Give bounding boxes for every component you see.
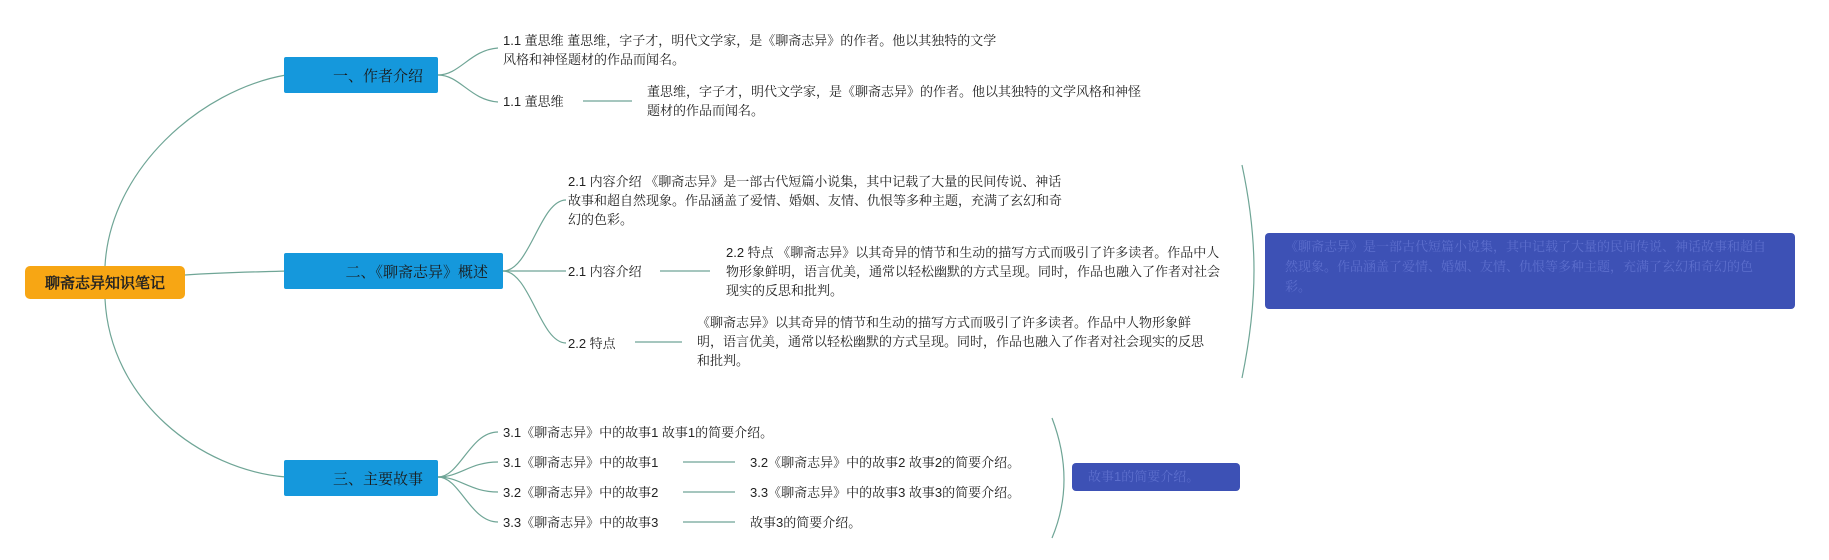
branch-overview[interactable]: [284, 253, 503, 289]
connector-b1-c1: [438, 48, 498, 75]
branch-label: 一、作者介绍: [332, 67, 423, 85]
leaf-detail-text: 2.2 特点 《聊斋志异》以其奇异的情节和生动的描写方式而吸引了许多读者。作品中人物形象鲜明，语言优美，通常以轻松幽默的方式呈现。同时，作品也融入了作者对社会现实的反思和批判。: [726, 245, 1221, 298]
leaf-1-1[interactable]: [503, 31, 1003, 69]
root-label: 聊斋志异知识笔记: [44, 275, 165, 292]
summary-text: 《聊斋志异》是一部古代短篇小说集，其中记载了大量的民间传说、神话故事和超自然现象。作品涵盖了爱情、婚姻、友情、仇恨等多种主题，充满了玄幻和奇幻的色彩。: [1285, 239, 1767, 294]
leaf-detail-text: 3.3《聊斋志异》中的故事3 故事3的简要介绍。: [750, 485, 1021, 500]
summary-bracket-2: [1242, 165, 1254, 378]
leaf-text: 2.1 内容介绍 《聊斋志异》是一部古代短篇小说集，其中记载了大量的民间传说、神话故事和超自然现象。作品涵盖了爱情、婚姻、友情、仇恨等多种主题，充满了玄幻和奇幻的色彩。: [568, 174, 1063, 227]
leaf-2-3[interactable]: [568, 334, 616, 353]
leaf-text: 1.1 董思维 董思维，字子才，明代文学家，是《聊斋志异》的作者。他以其独特的文学风格和神怪题材的作品而闻名。: [503, 33, 997, 67]
connector-b3-c4: [438, 477, 498, 522]
leaf-3-4-detail[interactable]: [750, 513, 861, 532]
summary-overview[interactable]: [1265, 233, 1795, 309]
branch-author-intro[interactable]: [284, 57, 438, 93]
leaf-text: 3.2《聊斋志异》中的故事2: [503, 485, 659, 500]
leaf-3-3[interactable]: [503, 483, 658, 502]
branch-label: 二、《聊斋志异》概述: [345, 263, 488, 281]
connector-root-branch2: [185, 271, 286, 275]
leaf-1-2-detail[interactable]: [647, 82, 1152, 120]
leaf-text: 1.1 董思维: [503, 94, 564, 109]
leaf-detail-text: 3.2《聊斋志异》中的故事2 故事2的简要介绍。: [750, 455, 1021, 470]
leaf-text: 3.1《聊斋志异》中的故事1 故事1的简要介绍。: [503, 425, 774, 440]
leaf-text: 3.3《聊斋志异》中的故事3: [503, 515, 659, 530]
leaf-detail-text: 故事3的简要介绍。: [750, 515, 862, 530]
leaf-2-3-detail[interactable]: [697, 313, 1207, 370]
leaf-2-2-detail[interactable]: [726, 243, 1226, 300]
connector-b2-c1: [503, 200, 566, 271]
connector-b1-c2: [438, 75, 498, 102]
connector-root-branch1: [105, 75, 286, 266]
leaf-3-2[interactable]: [503, 453, 658, 472]
summary-main-stories[interactable]: [1072, 463, 1240, 491]
leaf-text: 2.2 特点: [568, 336, 616, 351]
root-node[interactable]: [25, 266, 185, 299]
summary-bracket-3: [1052, 418, 1064, 538]
leaf-2-1[interactable]: [568, 172, 1063, 229]
leaf-3-1[interactable]: [503, 423, 773, 442]
connector-b2-c3: [503, 271, 566, 343]
leaf-detail-text: 《聊斋志异》以其奇异的情节和生动的描写方式而吸引了许多读者。作品中人物形象鲜明，语言优美，通常以轻松幽默的方式呈现。同时，作品也融入了作者对社会现实的反思和批判。: [697, 315, 1205, 368]
summary-text: 故事1的简要介绍。: [1088, 469, 1200, 484]
leaf-3-3-detail[interactable]: [750, 483, 1020, 502]
leaf-1-2[interactable]: [503, 92, 564, 111]
leaf-detail-text: 董思维，字子才，明代文学家，是《聊斋志异》的作者。他以其独特的文学风格和神怪题材的作品而闻名。: [647, 84, 1142, 118]
branch-main-stories[interactable]: [284, 460, 438, 496]
leaf-text: 2.1 内容介绍: [568, 264, 642, 279]
branch-label: 三、主要故事: [332, 470, 423, 488]
leaf-3-4[interactable]: [503, 513, 658, 532]
leaf-text: 3.1《聊斋志异》中的故事1: [503, 455, 659, 470]
leaf-3-2-detail[interactable]: [750, 453, 1020, 472]
connector-root-branch3: [105, 299, 286, 477]
connector-b3-c1: [438, 432, 498, 477]
leaf-2-2[interactable]: [568, 262, 642, 281]
